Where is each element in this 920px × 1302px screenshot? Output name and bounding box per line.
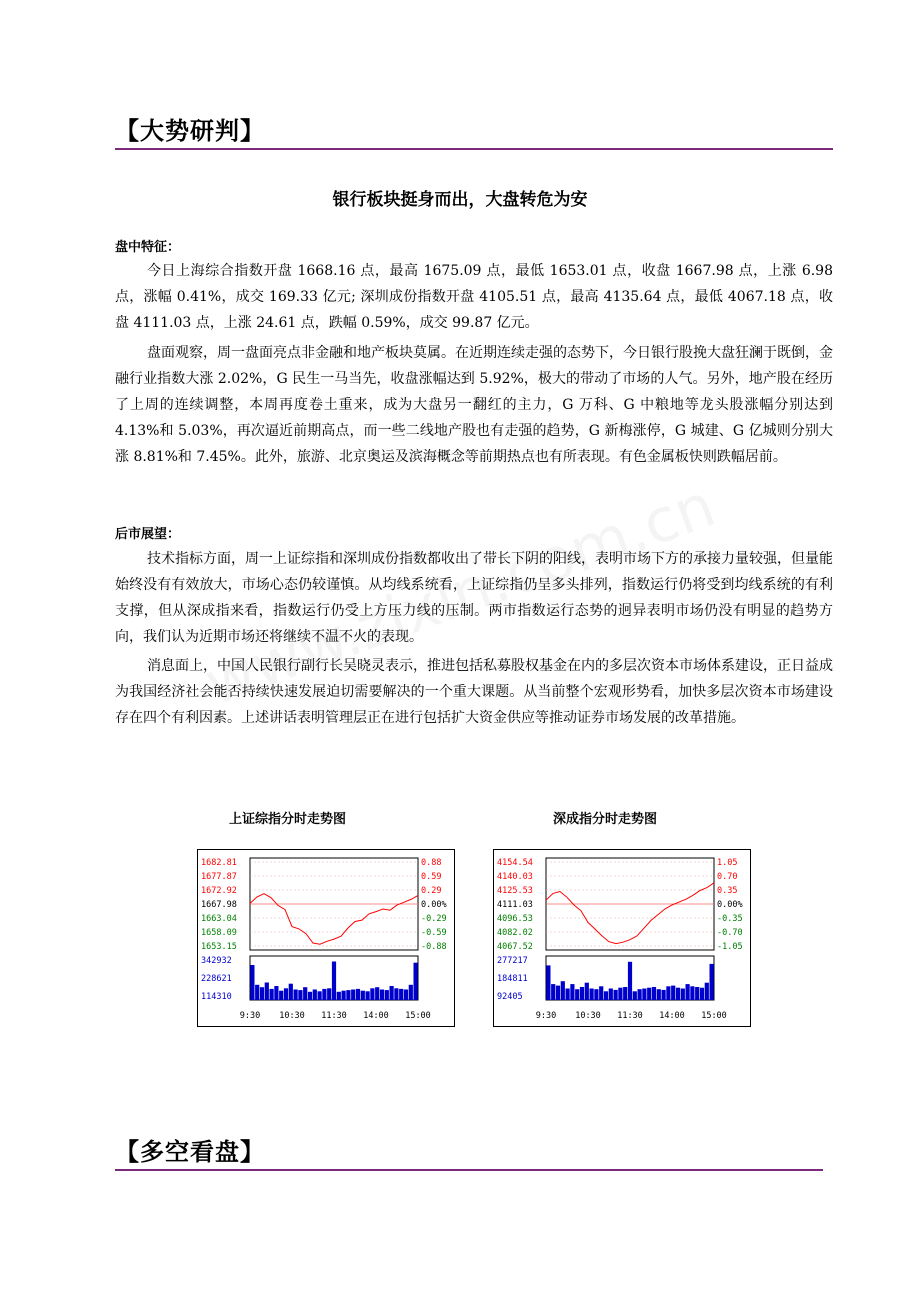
- left-tick-label: 4111.03: [497, 900, 533, 910]
- volume-bar: [686, 984, 690, 1000]
- volume-bar: [409, 985, 413, 1000]
- volume-bar: [609, 989, 613, 1001]
- volume-bar: [710, 964, 714, 1000]
- paragraph-market-data: 今日上海综合指数开盘 1668.16 点，最高 1675.09 点，最低 1653.01 点，收盘 1667.98 点，上涨 6.98 点，涨幅 0.41%，成交 169.33 亿元; 深圳成份指数开盘 4105.51 点，最高 4135.64 点，最低 4067.18 点，收盘 4111.03 点，上涨 24.61 点，跌幅 0.59%，成交 99.87 亿元。: [115, 263, 833, 331]
- volume-bar: [294, 990, 298, 1001]
- volume-bar: [681, 989, 685, 1001]
- left-tick-label: 1663.04: [201, 914, 237, 924]
- right-tick-label: 0.88: [421, 858, 442, 868]
- chart-svg-shanghai: [198, 850, 454, 1026]
- volume-bar: [394, 988, 398, 1000]
- volume-bar: [265, 983, 269, 1001]
- volume-bar: [570, 984, 574, 1000]
- volume-bar: [642, 989, 646, 1001]
- left-tick-label: 1672.92: [201, 886, 237, 896]
- section-title: 【多空看盘】: [115, 1138, 265, 1166]
- volume-bar: [332, 962, 336, 1001]
- x-tick-label: 14:00: [363, 1011, 389, 1021]
- x-tick-label: 9:30: [239, 1011, 261, 1021]
- volume-bar: [652, 987, 656, 1000]
- volume-bar: [404, 990, 408, 1001]
- price-series-line: [546, 883, 714, 944]
- section-divider: [115, 148, 833, 150]
- price-series-line: [250, 894, 418, 945]
- volume-bar: [647, 988, 651, 1000]
- right-tick-label: -0.35: [717, 914, 743, 924]
- left-tick-label: 1667.98: [201, 900, 237, 910]
- volume-bar: [279, 991, 283, 1000]
- subheading-market-features: 盘中特征：: [115, 240, 181, 255]
- volume-bar: [556, 986, 560, 1000]
- volume-bar: [590, 989, 594, 1001]
- volume-bar: [399, 989, 403, 1000]
- chart-title-shenzhen: 深成指分时走势图: [553, 812, 658, 827]
- subheading-outlook: 后市展望：: [115, 527, 181, 542]
- section-title: 【大势研判】: [115, 117, 265, 145]
- left-tick-label: 4125.53: [497, 886, 533, 896]
- volume-bar: [594, 989, 598, 1000]
- volume-bar: [575, 989, 579, 1000]
- volume-tick-label: 184811: [497, 974, 528, 984]
- chart-shanghai: [197, 849, 455, 1027]
- volume-bar: [375, 987, 379, 1000]
- volume-bar: [337, 992, 341, 1000]
- volume-bar: [250, 965, 254, 1000]
- volume-tick-label: 342932: [201, 956, 232, 966]
- volume-tick-label: 114310: [201, 992, 232, 1002]
- left-tick-label: 1682.81: [201, 858, 237, 868]
- left-tick-label: 1653.15: [201, 942, 237, 952]
- volume-bar: [351, 990, 355, 1001]
- volume-bar: [414, 963, 418, 1000]
- chart-shenzhen: [493, 849, 751, 1027]
- right-tick-label: 0.00%: [717, 900, 743, 910]
- volume-bar: [695, 987, 699, 1000]
- volume-bar: [274, 986, 278, 1000]
- right-tick-label: -0.70: [717, 928, 743, 938]
- volume-bar: [385, 990, 389, 1000]
- volume-bar: [705, 983, 709, 1000]
- volume-bar: [260, 987, 264, 1000]
- volume-bar: [666, 986, 670, 1000]
- volume-bar: [390, 986, 394, 1000]
- volume-bar: [546, 965, 550, 1000]
- right-tick-label: -0.59: [421, 928, 447, 938]
- volume-bar: [366, 991, 370, 1000]
- x-tick-label: 15:00: [701, 1011, 727, 1021]
- volume-bar: [313, 990, 317, 1001]
- x-tick-label: 11:30: [617, 1011, 643, 1021]
- left-tick-label: 1658.09: [201, 928, 237, 938]
- volume-bar: [298, 990, 302, 1000]
- right-tick-label: -0.29: [421, 914, 447, 924]
- x-tick-label: 10:30: [575, 1011, 601, 1021]
- volume-bar: [671, 986, 675, 1000]
- left-tick-label: 4067.52: [497, 942, 533, 952]
- volume-bar: [700, 988, 704, 1000]
- volume-bar: [327, 988, 331, 1000]
- x-tick-label: 9:30: [535, 1011, 557, 1021]
- volume-bar: [284, 988, 288, 1000]
- volume-bar: [657, 989, 661, 1000]
- section-header-trend: [115, 116, 833, 150]
- left-tick-label: 4096.53: [497, 914, 533, 924]
- left-tick-label: 4140.03: [497, 872, 533, 882]
- right-tick-label: 1.05: [717, 858, 738, 868]
- volume-tick-label: 228621: [201, 974, 232, 984]
- x-tick-label: 15:00: [405, 1011, 431, 1021]
- volume-bar: [633, 991, 637, 1000]
- volume-bar: [561, 981, 565, 1000]
- right-tick-label: 0.70: [717, 872, 738, 882]
- x-tick-label: 11:30: [321, 1011, 347, 1021]
- volume-bar: [551, 984, 555, 1000]
- section-divider: [115, 1169, 823, 1171]
- paragraph-news: 消息面上，中国人民银行副行长吴晓灵表示，推进包括私募股权基金在内的多层次资本市场体系建设，正日益成为我国经济社会能否持续快速发展迫切需要解决的一个重大课题。从当前整个宏观形势看，加快多层次资本市场建设存在四个有利因素。上述讲话表明管理层正在进行包括扩大资金供应等推动证券市场发展的改革措施。: [115, 658, 833, 726]
- right-tick-label: -0.88: [421, 942, 447, 952]
- volume-bar: [662, 990, 666, 1000]
- volume-tick-label: 277217: [497, 956, 528, 966]
- volume-bar: [614, 990, 618, 1000]
- paragraph-technical: 技术指标方面，周一上证综指和深圳成份指数都收出了带长下阴的阳线，表明市场下方的承接力量较强，但量能始终没有有效放大，市场心态仍较谨慎。从均线系统看，上证综指仍呈多头排列，指数运行仍将受到均线系统的有利支撑，但从深成指来看，指数运行仍受上方压力线的压制。两市指数运行态势的迥异表明市场仍没有明显的趋势方向，我们认为近期市场还将继续不温不火的表现。: [115, 551, 833, 645]
- chart-svg-shenzhen: [494, 850, 750, 1026]
- chart-title-shanghai: 上证综指分时走势图: [229, 812, 347, 827]
- volume-bar: [308, 992, 312, 1000]
- x-tick-label: 10:30: [279, 1011, 305, 1021]
- volume-bar: [342, 991, 346, 1000]
- section-header-longshort: [115, 1137, 823, 1171]
- volume-bar: [623, 987, 627, 1000]
- volume-bar: [380, 990, 384, 1001]
- volume-bar: [303, 987, 307, 1000]
- volume-bar: [628, 962, 632, 1000]
- right-tick-label: 0.29: [421, 886, 442, 896]
- volume-bar: [346, 990, 350, 1000]
- volume-bar: [289, 984, 293, 1000]
- paragraph-market-observation: 盘面观察，周一盘面亮点非金融和地产板块莫属。在近期连续走强的态势下，今日银行股挽大盘狂澜于既倒，金融行业指数大涨 2.02%，G 民生一马当先，收盘涨幅达到 5.92%，极大的带动了市场的人气。另外，地产股在经历了上周的连续调整，本周再度卷土重来，成为大盘另一翻红的主力，G 万科、G 中粮地等龙头股涨幅分别达到 4.13%和 5.03%，再次逼近前期高点，而一些二线地产股也有走强的趋势，G 新梅涨停，G 城建、G 亿城则分别大涨 8.81%和 7.45%。此外，旅游、北京奥运及滨海概念等前期热点也有所表现。有色金属板快则跌幅居前。: [115, 345, 833, 465]
- volume-bar: [361, 991, 365, 1000]
- volume-bar: [370, 988, 374, 1000]
- right-tick-label: 0.59: [421, 872, 442, 882]
- volume-bar: [356, 989, 360, 1000]
- volume-bar: [566, 989, 570, 1001]
- volume-bar: [270, 989, 274, 1000]
- right-tick-label: -1.05: [717, 942, 743, 952]
- left-tick-label: 4082.02: [497, 928, 533, 938]
- volume-bar: [676, 988, 680, 1000]
- volume-bar: [690, 986, 694, 1000]
- right-tick-label: 0.35: [717, 886, 738, 896]
- volume-bar: [604, 991, 608, 1000]
- volume-bar: [580, 987, 584, 1000]
- volume-tick-label: 92405: [497, 992, 523, 1002]
- volume-bar: [322, 989, 326, 1000]
- volume-bar: [318, 991, 322, 1000]
- volume-bar: [618, 988, 622, 1000]
- volume-bar: [585, 983, 589, 1000]
- article-title: 银行板块挺身而出，大盘转危为安: [332, 190, 588, 210]
- left-tick-label: 1677.87: [201, 872, 237, 882]
- left-tick-label: 4154.54: [497, 858, 533, 868]
- volume-bar: [599, 986, 603, 1000]
- x-tick-label: 14:00: [659, 1011, 685, 1021]
- volume-bar: [638, 989, 642, 1000]
- right-tick-label: 0.00%: [421, 900, 447, 910]
- volume-bar: [255, 985, 259, 1000]
